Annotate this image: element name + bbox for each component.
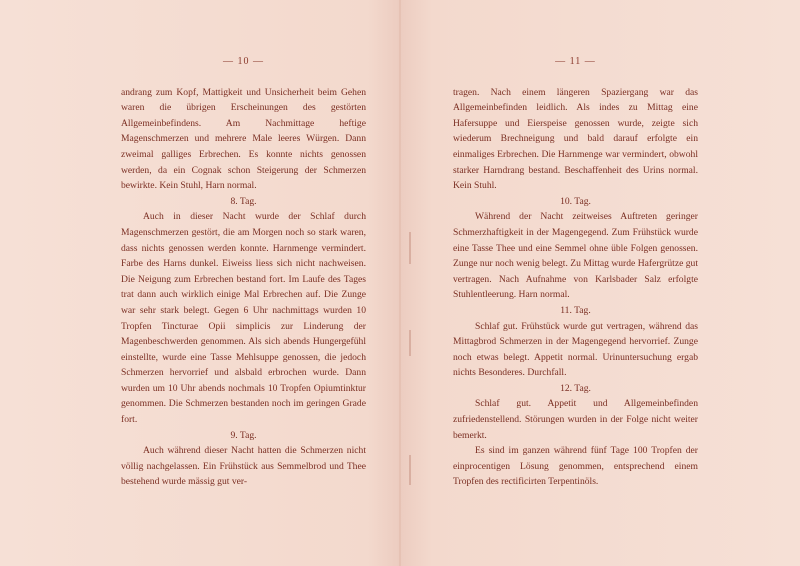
body-paragraph: Es sind im ganzen während fünf Tage 100 Tropfen der einprocentigen Lösung genommen, entsprechend einem Tropfen des rectificirten Terpentinöls. <box>453 445 698 488</box>
body-paragraph: Schlaf gut. Appetit und Allgemeinbefinden zufriedenstellend. Störungen wurden in der Folge nicht weiter bemerkt. <box>453 398 698 441</box>
page-number: — 11 — <box>555 56 596 67</box>
body-paragraph: andrang zum Kopf, Mattigkeit und Unsicherheit beim Gehen waren die übrigen Erscheinungen des gestörten Allgemeinbefindens. Am Nachmittage heftige Magenschmerzen und mehrere Male leeres Würgen. Dann zweimal galliges Erbrechen. Es konnte nichts genossen werden, da ein Cognak schon Steigerung der Schmerzen bewirkte. Kein Stuhl, Harn normal. <box>121 86 366 192</box>
day-heading: 12. Tag. <box>560 382 591 394</box>
page-edge-mark <box>409 232 411 264</box>
page-edge-mark <box>409 330 411 356</box>
body-paragraph: tragen. Nach einem längeren Spaziergang war das Allgemeinbefinden leidlich. Als indes zu Mittag eine Hafersuppe und Eierspeise genossen wurde, zeigte sich wiederum Brechneigung und bald darauf erfolgte ein einmaliges Erbrechen. Die Harnmenge war vermindert, obwohl starker Harndrang bestand. Beschaffenheit des Urins normal. Kein Stuhl. <box>453 86 698 192</box>
body-paragraph: Schlaf gut. Frühstück wurde gut vertragen, während das Mittagbrod Schmerzen in der Magengegend hervorrief. Zunge noch etwas belegt. Appetit normal. Urinuntersuchung ergab nichts Besonderes. Durchfall. <box>453 320 698 379</box>
page-body <box>121 85 366 490</box>
book-gutter <box>399 0 401 566</box>
page-number: — 10 — <box>223 56 264 67</box>
page-body <box>453 85 698 490</box>
body-paragraph: Auch während dieser Nacht hatten die Schmerzen nicht völlig nachgelassen. Ein Frühstück aus Semmelbrod und Thee bestehend wurde mässig gut ver- <box>121 445 366 488</box>
day-heading: 8. Tag. <box>230 195 257 207</box>
body-paragraph: Auch in dieser Nacht wurde der Schlaf durch Magenschmerzen gestört, die am Morgen noch so stark waren, dass nichts genossen werden konnte. Harnmenge vermindert. Farbe des Harns dunkel. Eiweiss liess sich nicht nachweisen. Die Neigung zum Erbrechen bestand fort. Im Laufe des Tages trat dann auch wirklich einige Mal Erbrechen auf. Die Zunge war sehr stark belegt. Gegen 6 Uhr nachmittags wurden 10 Tropfen Tincturae Opii simplicis zur Linderung der Magenbeschwerden genommen. Als sich abends Hungergefühl einstellte, wurde eine Tasse Mehlsuppe genossen, die jedoch Schmerzen hervorrief und alsbald erbrochen wurde. Dann wurden um 10 Uhr abends nochmals 10 Tropfen Opiumtinktur genommen. Die Schmerzen bestanden noch im geringen Grade fort. <box>121 211 366 426</box>
day-heading: 11. Tag. <box>560 304 591 316</box>
right-page <box>453 54 698 490</box>
body-paragraph: Während der Nacht zeitweises Auftreten geringer Schmerzhaftigkeit in der Magengegend. Zum Frühstück wurde eine Tasse Thee und eine Semmel ohne üble Folgen genossen. Zunge nur noch wenig belegt. Zu Mittag wurde Hafergrütze gut vertragen. Nach Aufnahme von Karlsbader Salz erfolgte Stuhlentleerung. Harn normal. <box>453 211 698 301</box>
day-heading: 10. Tag. <box>560 195 591 207</box>
left-page <box>121 54 366 490</box>
day-heading: 9. Tag. <box>230 429 257 441</box>
page-edge-mark <box>409 455 411 485</box>
